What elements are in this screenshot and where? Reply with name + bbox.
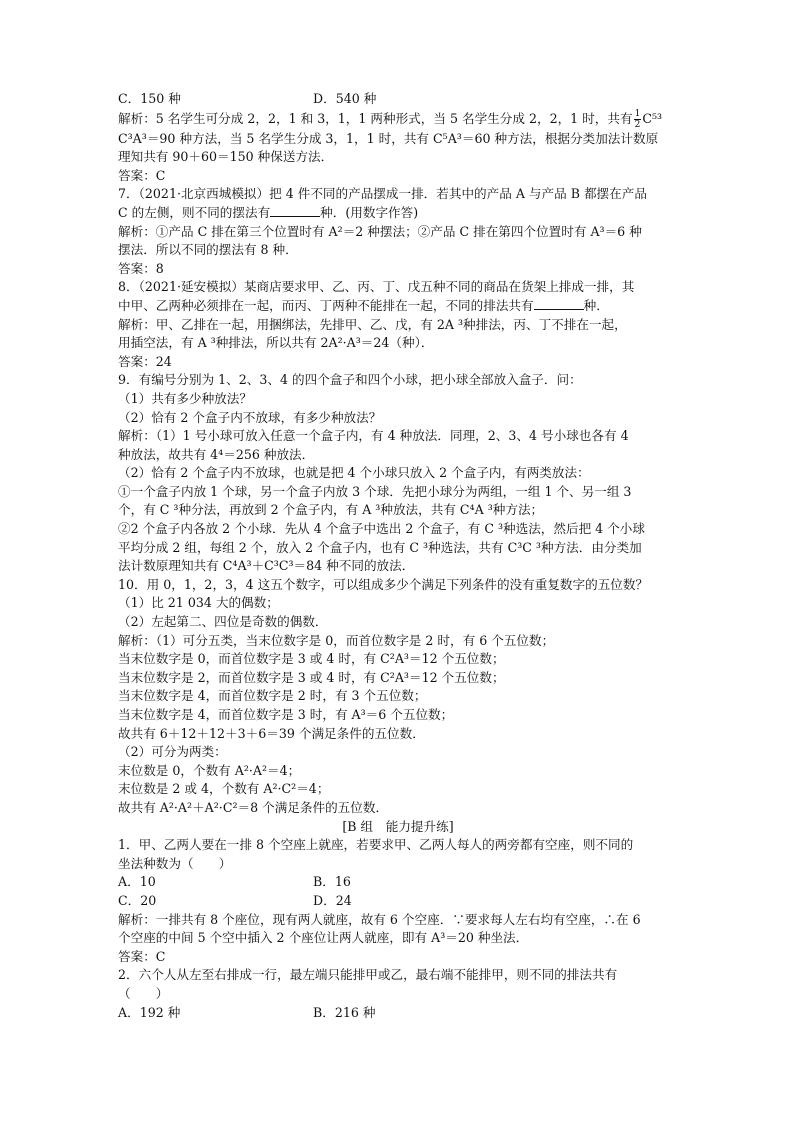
text-line: （2）恰有 2 个盒子内不放球，也就是把 4 个小球只放入 2 个盒子内，有两类放法： (118, 465, 590, 481)
text-line: 末位数是 2 或 4，个数有 A²·C²＝4； (118, 781, 330, 797)
text-line: 解析：（1）1 号小球可放入任意一个盒子内，有 4 种放法．同理，2、3、4 号小球也各有 4 (118, 428, 629, 444)
text-line: 故共有 A²·A²＋A²·C²＝8 个满足条件的五位数． (118, 799, 389, 815)
text-line: 解析：①产品 C 排在第三个位置时有 A²＝2 种摆法；②产品 C 排在第四个位置时有 A³＝6 种 (118, 223, 642, 239)
line-text: 种．(用数字作答) (320, 204, 419, 220)
text-line: 平均分成 2 组，每组 2 个，放入 2 个盒子内，也有 C ³种选法，共有 C³C ³种方法．由分类加 (118, 539, 642, 555)
fill-in-blank (270, 204, 320, 217)
option-a: C．20 (118, 892, 157, 908)
option-a: A．10 (118, 874, 156, 890)
text-line: 当末位数字是 4，而首位数字是 3 时，有 A³＝6 个五位数； (118, 707, 454, 722)
text-line: ②2 个盒子内各放 2 个小球．先从 4 个盒子中选出 2 个盒子，有 C ³种选法，然后把 4 个小球 (118, 521, 645, 537)
document-body (118, 90, 678, 1022)
text-line: （2）可分为两类： (118, 744, 227, 760)
option-a: C．150 种 (118, 91, 181, 106)
text-line: 用插空法，有 A ³种排法，所以共有 2A²·A³＝24（种）． (118, 335, 434, 351)
text-line-with-blank (118, 204, 678, 223)
text-line-with-fraction (118, 109, 678, 130)
text-line: 答案：C (118, 167, 166, 183)
text-line: 答案：8 (118, 260, 164, 276)
line-text: 种． (583, 297, 609, 313)
line-text: C⁵³ (642, 110, 663, 126)
text-line: 坐法种数为（ ） (118, 855, 232, 871)
text-line: 2．六个人从左至右排成一行，最左端只能排甲或乙，最右端不能排甲，则不同的排法共有 (118, 967, 618, 983)
text-line: 当末位数字是 2，而首位数字是 3 或 4 时，有 C²A³＝12 个五位数； (118, 669, 505, 685)
text-line: （2）左起第二、四位是奇数的偶数． (118, 614, 328, 630)
text-line: 理知共有 90＋60＝150 种保送方法． (118, 149, 334, 165)
text-line: 8．（2021·延安模拟）某商店要求甲、乙、丙、丁、戊五种不同的商品在货架上排成一排，其 (118, 279, 635, 295)
text-line: 解析：一排共有 8 个座位，现有两人就座，故有 6 个空座．∵要求每人左右均有空座，∴在 6 (118, 911, 641, 927)
text-line: 当末位数字是 0，而首位数字是 3 或 4 时，有 C²A³＝12 个五位数； (118, 651, 505, 667)
text-line: 7．（2021·北京西城模拟）把 4 件不同的产品摆成一排．若其中的产品 A 与产品 B 都摆在产品 (118, 186, 647, 202)
section-heading: [B 组 能力提升练] (342, 818, 454, 834)
text-line: 9．有编号分别为 1、2、3、4 的四个盒子和四个小球，把小球全部放入盒子．问： (118, 372, 582, 388)
text-line: 个空座的中间 5 个空中插入 2 个座位让两人就座，即有 A³＝20 种坐法． (118, 930, 529, 946)
fraction (634, 109, 642, 130)
text-line: 个，有 C ³种分法，再放到 2 个盒子内，有 A ³种放法，共有 C⁴A ³种方法； (118, 502, 544, 518)
text-line: C³A³＝90 种方法，当 5 名学生分成 3，1，1 时，共有 C⁵A³＝60 种方法，根据分类加法计数原 (118, 130, 659, 146)
option-b: D．24 (313, 892, 352, 908)
text-line: 答案：24 (118, 353, 172, 369)
answer-options (118, 892, 678, 911)
text-line: （ ） (118, 985, 169, 1001)
text-line: 末位数是 0，个数有 A²·A²＝4； (118, 762, 301, 778)
line-text: C 的左侧，则不同的摆法有 (118, 204, 271, 220)
answer-options (118, 90, 678, 109)
text-line: 解析：（1）可分五类，当末位数字是 0，而首位数字是 2 时，有 6 个五位数； (118, 632, 555, 648)
text-line: （2）恰有 2 个盒子内不放球，有多少种放法？ (118, 409, 382, 425)
option-b: B．216 种 (313, 1004, 376, 1020)
text-line: 种放法，故共有 4⁴＝256 种放法． (118, 446, 315, 462)
text-line: 1．甲、乙两人要在一排 8 个空座上就座，若要求甲、乙两人每人的两旁都有空座，则不同的 (118, 837, 634, 853)
answer-options (118, 1004, 678, 1023)
text-line: （1）比 21 034 大的偶数； (118, 595, 279, 611)
option-a: A．192 种 (118, 1004, 181, 1020)
fraction-denominator: 2 (634, 119, 641, 130)
fraction-numerator: 1 (634, 108, 641, 119)
text-line: 答案：C (118, 948, 166, 964)
answer-options (118, 873, 678, 892)
text-line: 解析：甲、乙排在一起，用捆绑法，先排甲、乙、戊，有 2A ³种排法，丙、丁不排在一起， (118, 316, 627, 332)
text-line: ①一个盒子内放 1 个球，另一个盒子内放 3 个球．先把小球分为两组，一组 1 个、另一组 3 (118, 483, 632, 499)
line-text: 中甲、乙两种必须排在一起，而丙、丁两种不能排在一起，不同的排法共有 (118, 297, 534, 313)
option-b: B．16 (313, 874, 351, 890)
text-line: 摆法．所以不同的摆法有 8 种． (118, 242, 298, 258)
text-line-with-blank (118, 297, 678, 316)
text-line: 10．用 0，1，2，3，4 这五个数字，可以组成多少个满足下列条件的没有重复数字的五位数？ (118, 576, 649, 592)
option-b: D．540 种 (313, 91, 377, 106)
fill-in-blank (534, 297, 584, 310)
text-line: 故共有 6＋12＋12＋3＋6＝39 个满足条件的五位数． (118, 725, 425, 741)
text-line: （1）共有多少种放法？ (118, 390, 252, 406)
line-text: 解析：5 名学生可分成 2，2，1 和 3，1，1 两种形式，当 5 名学生分成 2，2，1 时，共有 (118, 110, 633, 126)
text-line: 当末位数字是 4，而首位数字是 2 时，有 3 个五位数； (118, 688, 427, 704)
text-line: 法计数原理知共有 C⁴A³＋C³C³＝84 种不同的放法． (118, 558, 415, 574)
